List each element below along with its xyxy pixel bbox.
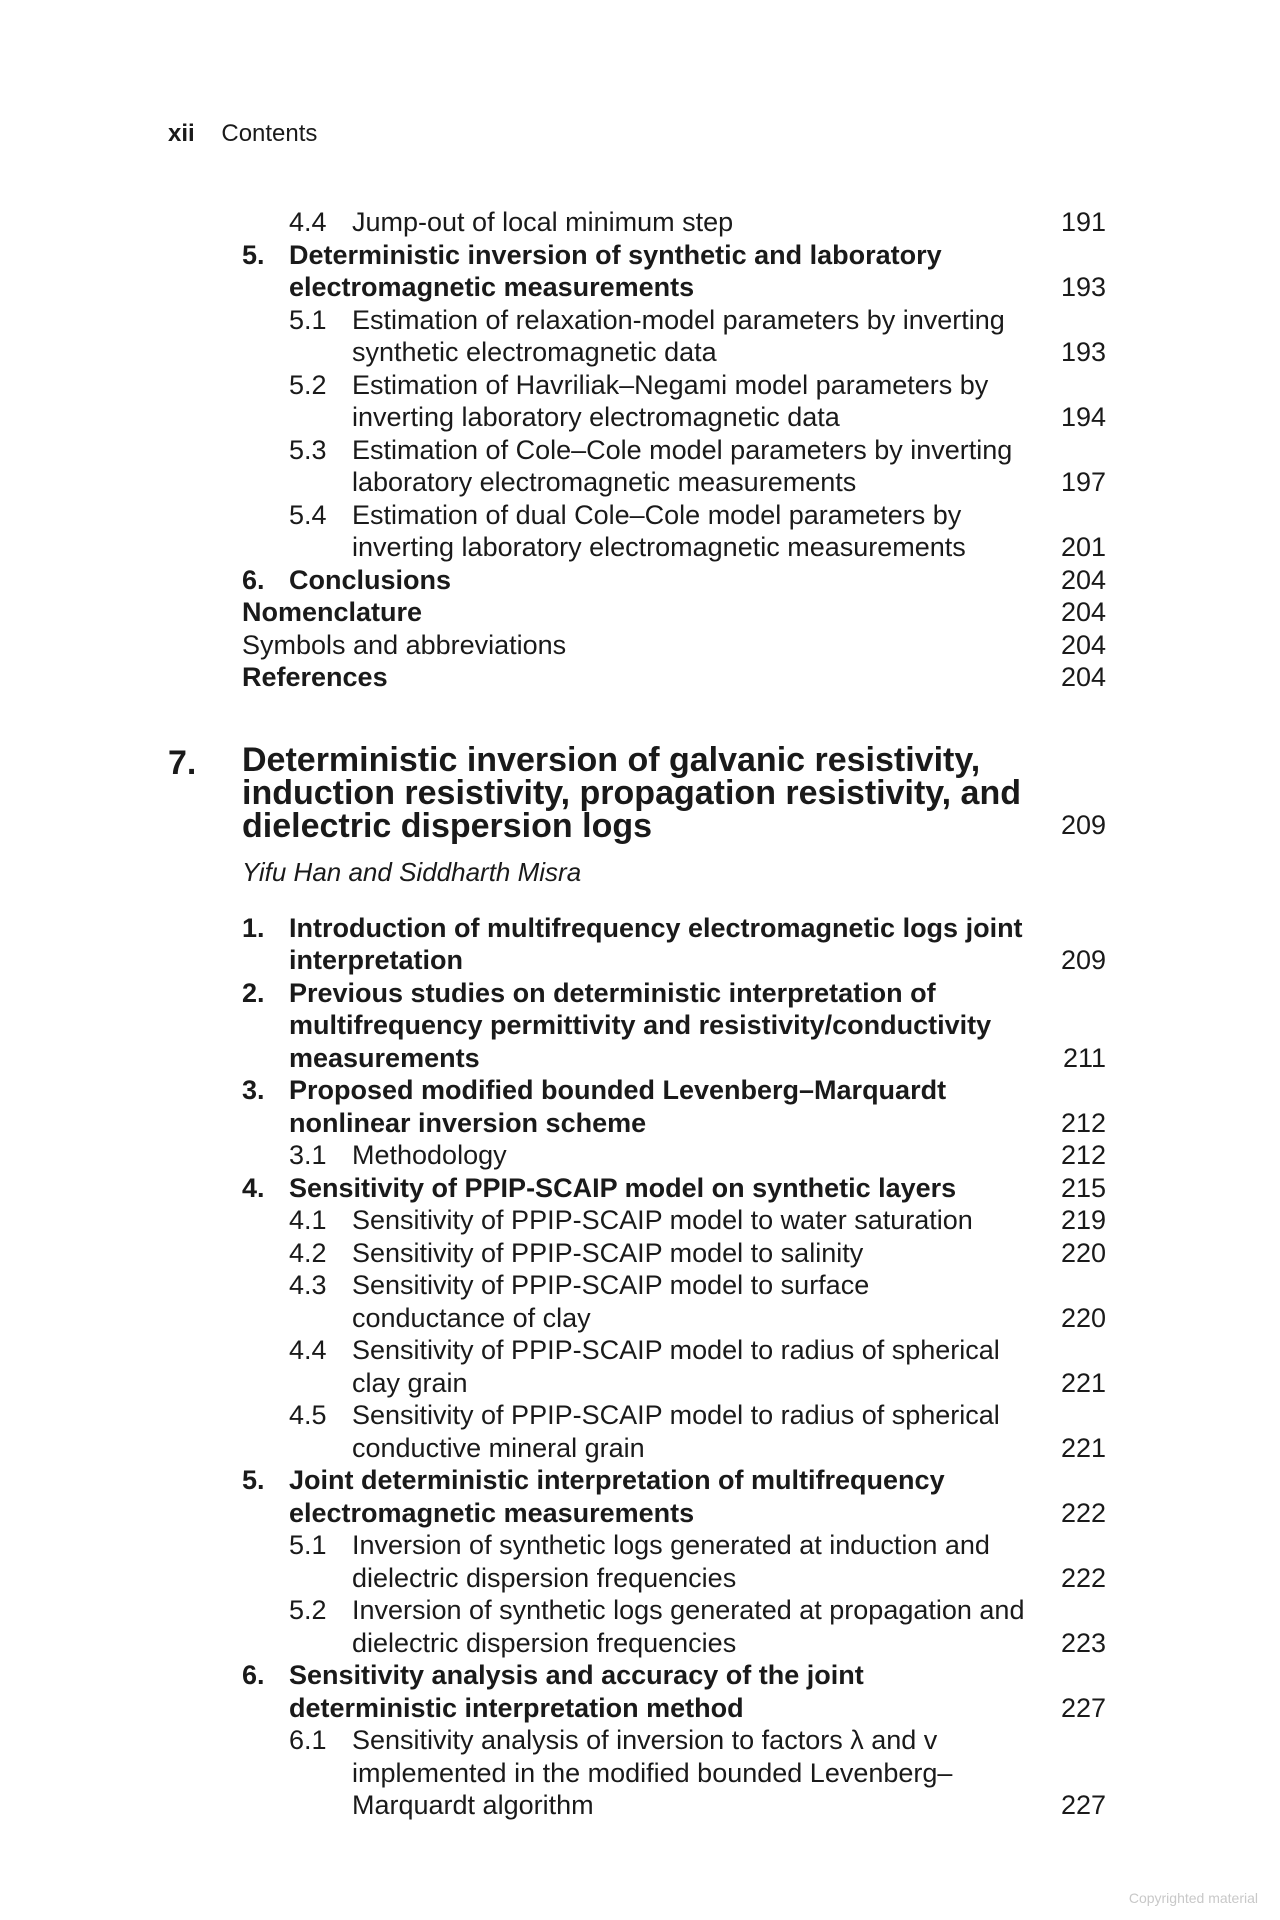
toc-entry-number: 4.4 (289, 207, 327, 237)
toc-entry-title: Inversion of synthetic logs generated at induction and dielectric dispersion frequencies (352, 1530, 990, 1593)
toc-entry-number: 5.4 (289, 499, 327, 530)
toc-entry-page: 201 (1060, 532, 1106, 562)
toc-entry (168, 1659, 1106, 1724)
toc-entry (168, 1334, 1106, 1399)
toc-entry (168, 912, 1106, 977)
toc-entry (168, 629, 1106, 662)
toc-entry-page: 197 (1060, 467, 1106, 497)
toc-entry-page: 221 (1060, 1367, 1106, 1398)
toc-entry-page: 204 (1060, 629, 1106, 660)
toc-entry-page: 212 (1060, 1107, 1106, 1138)
toc-entry (168, 1204, 1106, 1237)
toc-entry (168, 1529, 1106, 1594)
toc-entry-title: Sensitivity of PPIP-SCAIP model to radius of spherical conductive mineral grain (352, 1400, 1000, 1463)
toc-entry-title: Previous studies on deterministic interpretation of multifrequency permittivity and resistivity/conductivity measurements (289, 977, 992, 1073)
toc-entry-page: 222 (1060, 1497, 1106, 1528)
toc-entry-title: Sensitivity of PPIP-SCAIP model to surface conductance of clay (352, 1270, 870, 1333)
toc-entry-page: 220 (1060, 1237, 1106, 1268)
toc-entry-title: Sensitivity of PPIP-SCAIP model to water saturation (352, 1205, 973, 1235)
toc-entry (168, 206, 1106, 239)
toc-entry-number: 4.4 (289, 1335, 327, 1365)
toc-top-entries (168, 206, 1106, 694)
toc-entry-title: Sensitivity of PPIP-SCAIP model to radius of spherical clay grain (352, 1335, 1000, 1398)
watermark: Copyrighted material (1128, 1890, 1258, 1906)
toc-entry-number: 5.1 (289, 1530, 327, 1560)
toc-entry-title: Methodology (352, 1140, 507, 1170)
toc-entry-page: 194 (1060, 402, 1106, 432)
toc-entry-page: 220 (1060, 1302, 1106, 1333)
toc-entry-title: Estimation of Cole–Cole model parameters by inverting laboratory electromagnetic measurements (352, 434, 1013, 497)
toc-entry-page: 222 (1060, 1562, 1106, 1593)
toc-entry (168, 1724, 1106, 1822)
toc-entry (168, 1399, 1106, 1464)
chapter-authors: Yifu Han and Siddharth Misra (242, 856, 582, 887)
toc-entry-title: Conclusions (289, 564, 452, 595)
toc-entry-page: 223 (1060, 1627, 1106, 1658)
toc-entry-number: 3.1 (289, 1140, 327, 1170)
toc-entry-page: 221 (1060, 1432, 1106, 1463)
running-head (168, 120, 317, 148)
toc-entry-page: 227 (1060, 1692, 1106, 1723)
toc-entry (168, 596, 1106, 629)
toc-entry-number: 5.3 (289, 434, 327, 465)
toc-entry-title: Inversion of synthetic logs generated at propagation and dielectric dispersion frequencies (352, 1595, 1025, 1658)
toc-entry (168, 1172, 1106, 1205)
chapter-page: 209 (1060, 809, 1106, 840)
running-head-section: Contents (221, 120, 318, 147)
toc-entry-title: Estimation of relaxation-model parameters by inverting synthetic electromagnetic data (352, 304, 1005, 367)
toc-entry-page: 211 (1062, 1042, 1106, 1073)
toc-entry-page: 193 (1060, 272, 1106, 302)
toc-entry-title: References (242, 662, 388, 692)
toc-entry-number: 6. (242, 564, 265, 595)
toc-entry-number: 6. (242, 1660, 265, 1690)
toc-entry (168, 1237, 1106, 1270)
toc-entry (168, 977, 1106, 1075)
toc-entry (168, 661, 1106, 694)
toc-entry-page: 227 (1060, 1790, 1106, 1820)
toc-entry-page: 193 (1060, 337, 1106, 367)
toc-entry-title: Deterministic inversion of synthetic and laboratory electromagnetic measurements (289, 239, 942, 302)
toc-entry-title: Sensitivity of PPIP-SCAIP model to salinity (352, 1237, 864, 1268)
table-of-contents (168, 206, 1106, 1822)
toc-entry-number: 5. (242, 1465, 265, 1495)
toc-entry-page: 204 (1060, 662, 1106, 692)
toc-entry (168, 1464, 1106, 1529)
toc-entry-number: 5.2 (289, 369, 327, 400)
toc-entry-number: 5.1 (289, 304, 327, 335)
page-number: xii (168, 120, 195, 147)
toc-chapter-entries (168, 912, 1106, 1822)
toc-entry-title: Nomenclature (242, 597, 423, 627)
toc-entry-number: 1. (242, 912, 265, 943)
toc-entry (168, 1139, 1106, 1172)
toc-entry-page: 212 (1060, 1140, 1106, 1170)
toc-entry-number: 4. (242, 1172, 265, 1203)
toc-entry-title: Sensitivity analysis of inversion to factors λ and v implemented in the modified bounded Levenberg–Marquardt algorithm (352, 1725, 953, 1820)
toc-entry-number: 6.1 (289, 1725, 327, 1755)
toc-entry (168, 1594, 1106, 1659)
toc-entry-title: Joint deterministic interpretation of multifrequency electromagnetic measurements (289, 1465, 945, 1528)
toc-entry (168, 1074, 1106, 1139)
toc-entry-title: Introduction of multifrequency electromagnetic logs joint interpretation (289, 912, 1023, 975)
toc-entry-title: Estimation of Havriliak–Negami model parameters by inverting laboratory electromagnetic data (352, 369, 989, 432)
toc-entry-title: Sensitivity of PPIP-SCAIP model on synthetic layers (289, 1172, 957, 1203)
toc-entry (168, 1269, 1106, 1334)
toc-entry (168, 369, 1106, 434)
toc-entry (168, 434, 1106, 499)
toc-entry-title: Sensitivity analysis and accuracy of the joint deterministic interpretation method (289, 1660, 864, 1723)
toc-entry-title: Estimation of dual Cole–Cole model parameters by inverting laboratory electromagnetic measurements (352, 499, 966, 562)
toc-entry-number: 2. (242, 977, 265, 1008)
toc-entry (168, 239, 1106, 304)
toc-entry (168, 304, 1106, 369)
toc-entry-page: 209 (1060, 945, 1106, 975)
toc-entry-number: 5.2 (289, 1595, 327, 1625)
chapter-number: 7. (168, 743, 197, 782)
toc-entry-title: Symbols and abbreviations (242, 629, 567, 660)
chapter-heading (168, 740, 1106, 845)
toc-entry (168, 499, 1106, 564)
toc-entry-number: 4.5 (289, 1400, 327, 1430)
toc-entry-page: 215 (1060, 1172, 1106, 1203)
toc-entry-page: 204 (1060, 597, 1106, 627)
toc-entry-number: 4.1 (289, 1205, 327, 1235)
toc-entry (168, 564, 1106, 597)
toc-entry-number: 5. (242, 239, 265, 270)
toc-entry-number: 4.2 (289, 1237, 327, 1268)
toc-entry-title: Jump-out of local minimum step (352, 207, 734, 237)
toc-entry-title: Proposed modified bounded Levenberg–Marquardt nonlinear inversion scheme (289, 1075, 947, 1138)
toc-entry-number: 4.3 (289, 1270, 327, 1300)
toc-entry-page: 219 (1060, 1205, 1106, 1235)
toc-entry-number: 3. (242, 1075, 265, 1105)
chapter-title: Deterministic inversion of galvanic resistivity, induction resistivity, propagation resistivity, and dielectric dispersion logs (242, 740, 1021, 845)
toc-entry-page: 204 (1060, 564, 1106, 595)
toc-entry-page: 191 (1060, 207, 1106, 237)
